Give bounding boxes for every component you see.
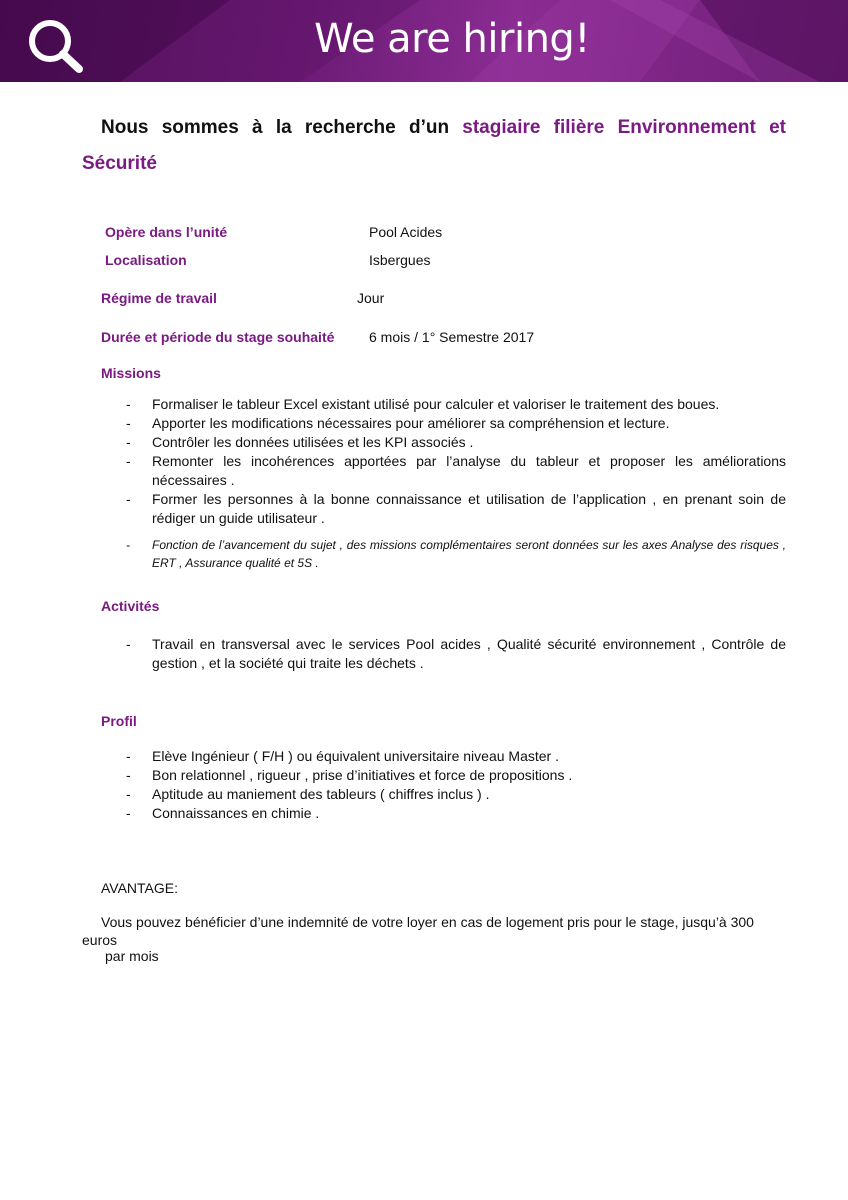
list-item: - Former les personnes à la bonne connaissance et utilisation de l’application , en prenant soin de rédiger un guide utilisateur . — [126, 491, 786, 526]
duration-value: 6 mois / 1° Semestre 2017 — [369, 329, 535, 345]
intro-highlight: stagiaire filière Environnement et Sécurité — [82, 117, 786, 174]
missions-list — [126, 395, 786, 572]
intro-prefix: Nous sommes à la recherche d’un — [101, 117, 463, 138]
regime-value: Jour — [357, 290, 385, 306]
location-label: Localisation — [105, 252, 187, 268]
list-item: - Connaissances en chimie . — [126, 805, 320, 821]
activites-heading: Activités — [101, 598, 160, 614]
profil-list — [126, 747, 786, 823]
list-item: - Bon relationnel , rigueur , prise d’initiatives et force de propositions . — [126, 767, 573, 783]
avantage-line1: Vous pouvez bénéficier d’une indemnité de votre loyer en cas de logement pris pour le stage, jusqu’à 300 — [101, 914, 754, 930]
list-item: - Remonter les incohérences apportées par l’analyse du tableur et proposer les améliorations nécessaires . — [126, 453, 786, 488]
avantage-line3: par mois — [105, 948, 159, 964]
profil-heading: Profil — [101, 713, 137, 729]
unit-value: Pool Acides — [369, 224, 443, 240]
location-value: Isbergues — [369, 252, 431, 268]
regime-label: Régime de travail — [101, 290, 217, 306]
intro-heading — [82, 110, 786, 182]
duration-label: Durée et période du stage souhaité — [101, 329, 335, 345]
list-item: - Aptitude au maniement des tableurs ( chiffres inclus ) . — [126, 786, 490, 802]
list-item: - Travail en transversal avec le services Pool acides , Qualité sécurité environnement , Contrôle de gestion , et la société qui traite les déchets . — [126, 636, 786, 671]
unit-label: Opère dans l’unité — [105, 224, 228, 240]
list-item: - Apporter les modifications nécessaires pour améliorer sa compréhension et lecture. — [126, 415, 670, 431]
activites-list — [126, 635, 786, 673]
header-banner — [0, 0, 848, 82]
avantage-line2: euros — [82, 932, 118, 948]
avantage-heading: AVANTAGE: — [101, 880, 179, 896]
banner-title: We are hiring! — [314, 16, 590, 62]
list-item: - Contrôler les données utilisées et les KPI associés . — [126, 434, 474, 450]
missions-heading: Missions — [101, 365, 161, 381]
missions-note: - Fonction de l’avancement du sujet , des missions complémentaires seront données sur les axes Analyse des risques , ERT , Assurance qualité et 5S . — [126, 538, 786, 570]
list-item: - Formaliser le tableur Excel existant utilisé pour calculer et valoriser le traitement des boues. — [126, 396, 720, 412]
list-item: - Elève Ingénieur ( F/H ) ou équivalent universitaire niveau Master . — [126, 748, 559, 764]
